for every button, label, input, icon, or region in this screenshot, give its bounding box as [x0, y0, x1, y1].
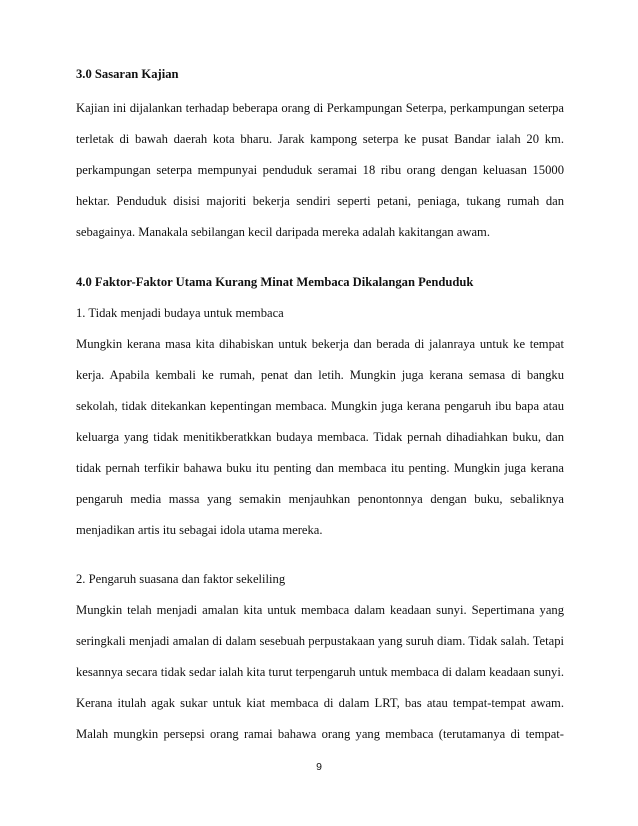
paragraph-line: kesannya secara tidak sedar ialah kita turut terpengaruh untuk membaca di dalam keadaan sunyi.: [76, 665, 564, 679]
paragraph-line: menjadikan artis itu sebagai idola utama mereka.: [76, 523, 323, 537]
page-number: 9: [316, 761, 322, 773]
paragraph-line: Mungkin kerana masa kita dihabiskan untuk bekerja dan berada di jalanraya untuk ke tempat: [76, 337, 564, 351]
paragraph-line: hektar. Penduduk disisi majoriti bekerja sendiri seperti petani, peniaga, tukang rumah dan: [76, 194, 564, 208]
paragraph-line: seringkali menjadi amalan di dalam sesebuah perpustakaan yang suruh diam. Tidak salah. Tetapi: [76, 634, 564, 648]
paragraph-line: Mungkin telah menjadi amalan kita untuk membaca dalam keadaan sunyi. Sepertimana yang: [76, 603, 564, 617]
paragraph-line: perkampungan seterpa mempunyai penduduk seramai 18 ribu orang dengan keluasan 15000: [76, 163, 564, 177]
section-heading-faktor-faktor: 4.0 Faktor-Faktor Utama Kurang Minat Membaca Dikalangan Penduduk: [76, 275, 474, 289]
paragraph-line: Malah mungkin persepsi orang ramai bahawa orang yang membaca (terutamanya di tempat-: [76, 727, 564, 741]
paragraph-line: sebagainya. Manakala sebilangan kecil daripada mereka adalah kakitangan awam.: [76, 225, 491, 239]
paragraph-line: Kerana itulah agak sukar untuk kiat membaca di dalam LRT, bas atau tempat-tempat awam.: [76, 696, 564, 710]
paragraph-line: terletak di bawah daerah kota bharu. Jarak kampong seterpa ke pusat Bandar ialah 20 km.: [76, 132, 564, 146]
paragraph-line: tidak pernah terfikir bahawa buku itu penting dan membaca itu penting. Mungkin juga kerana: [76, 461, 564, 475]
paragraph-line: pengaruh media massa yang semakin menjauhkan penontonnya dengan buku, sebaliknya: [76, 492, 564, 506]
subsection-title-suasana-sekeliling: 2. Pengaruh suasana dan faktor sekeliling: [76, 572, 286, 586]
paragraph-line: Kajian ini dijalankan terhadap beberapa orang di Perkampungan Seterpa, perkampungan seterpa: [76, 101, 564, 115]
paragraph-line: keluarga yang tidak menitikberatkkan budaya membaca. Tidak pernah dihadiahkan buku, dan: [76, 430, 564, 444]
subsection-title-budaya-membaca: 1. Tidak menjadi budaya untuk membaca: [76, 306, 284, 320]
section-heading-sasaran-kajian: 3.0 Sasaran Kajian: [76, 67, 179, 81]
paragraph-line: sekolah, tidak ditekankan kepentingan membaca. Mungkin juga kerana pengaruh ibu bapa atau: [76, 399, 564, 413]
paragraph-line: kerja. Apabila kembali ke rumah, penat dan letih. Mungkin juga kerana semasa di bangku: [76, 368, 564, 382]
